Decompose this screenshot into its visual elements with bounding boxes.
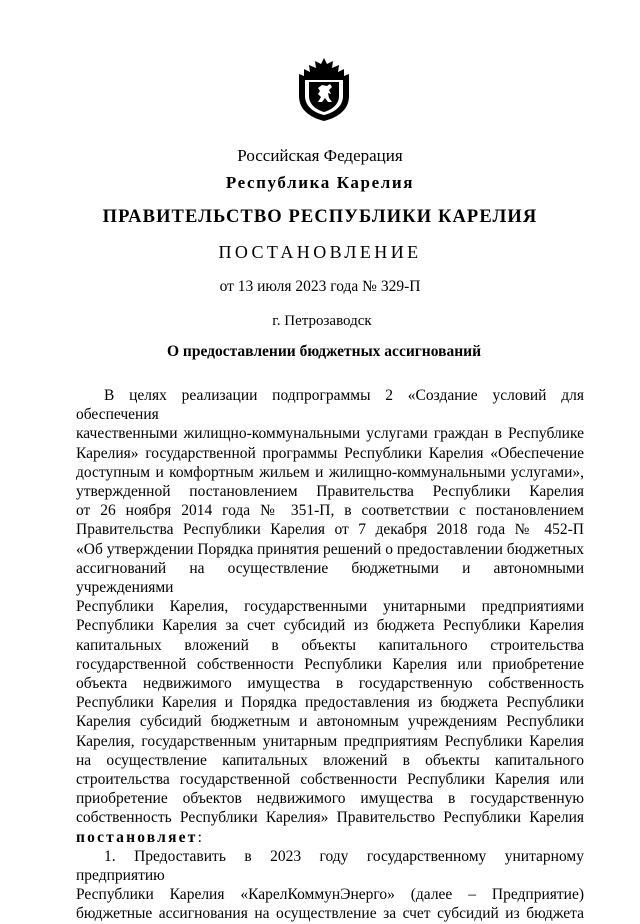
- body-line: Карелия» государственной программы Республики Карелия «Обеспечение: [76, 444, 584, 462]
- coat-of-arms-emblem: [294, 56, 354, 122]
- document-date-number: от 13 июля 2023 года № 329-П: [219, 278, 421, 295]
- item1-line: Республики Карелия «КарелКоммунЭнерго» (далее – Предприятие): [76, 886, 584, 904]
- body-line: объекта недвижимого имущества в государственную собственность: [76, 675, 584, 693]
- body-line: ассигнований на осуществление бюджетными и автономными учреждениями: [76, 559, 584, 597]
- body-line: собственность Республики Карелия» Правительство Республики Карелия: [76, 809, 584, 827]
- resolves-word: постановляет: [76, 828, 198, 846]
- body-line: от 26 ноября 2014 года № 351-П, в соответствии с постановлением: [76, 502, 584, 520]
- resolves-colon: :: [197, 828, 202, 846]
- document-type: ПОСТАНОВЛЕНИЕ: [218, 242, 422, 262]
- item1-line: бюджетные ассигнования на осуществление за счет субсидий из бюджета: [76, 905, 584, 923]
- body-line: Карелия, государственным унитарным предприятиям Республики Карелия: [76, 732, 584, 750]
- body-line: Правительства Республики Карелия от 7 декабря 2018 года № 452-П: [76, 521, 584, 539]
- body-line: на осуществление капитальных вложений в объекты капитального: [76, 751, 584, 769]
- body-line: государственной собственности Республики Карелия или приобретение: [76, 655, 584, 673]
- document-subject: О предоставлении бюджетных ассигнований: [166, 343, 481, 360]
- body-line: Карелия субсидий бюджетным и автономным учреждениям Республики: [76, 713, 584, 731]
- body-line: Республики Карелия, государственными унитарными предприятиями: [76, 598, 584, 616]
- document-body: [76, 386, 584, 924]
- body-line: утвержденной постановлением Правительства Республики Карелия: [76, 483, 584, 501]
- body-line: В целях реализации подпрограммы 2 «Создание условий для обеспечения: [76, 387, 584, 424]
- body-line: приобретение объектов недвижимого имущества в государственную: [76, 790, 584, 808]
- body-line: качественными жилищно-коммунальными услугами граждан в Республике: [76, 425, 584, 443]
- item1-line: 1. Предоставить в 2023 году государственному унитарному предприятию: [76, 847, 584, 885]
- body-line: Республики Карелия за счет субсидий из бюджета Республики Карелия: [76, 617, 584, 635]
- document-city: г. Петрозаводск: [272, 313, 372, 329]
- republic-name: Республика Карелия: [225, 173, 415, 192]
- government-name: ПРАВИТЕЛЬСТВО РЕСПУБЛИКИ КАРЕЛИЯ: [102, 207, 538, 227]
- resolves-line: [76, 828, 584, 847]
- body-line: строительства государственной собственности Республики Карелия или: [76, 771, 584, 789]
- body-line: Республики Карелия и Порядка предоставления из бюджета Республики: [76, 694, 584, 712]
- body-line: капитальных вложений в объекты капитального строительства: [76, 636, 584, 654]
- federation-name: Российская Федерация: [237, 146, 403, 165]
- body-line: доступным и комфортным жильем и жилищно-коммунальными услугами»,: [76, 463, 584, 481]
- body-line: «Об утверждении Порядка принятия решений о предоставлении бюджетных: [76, 540, 584, 558]
